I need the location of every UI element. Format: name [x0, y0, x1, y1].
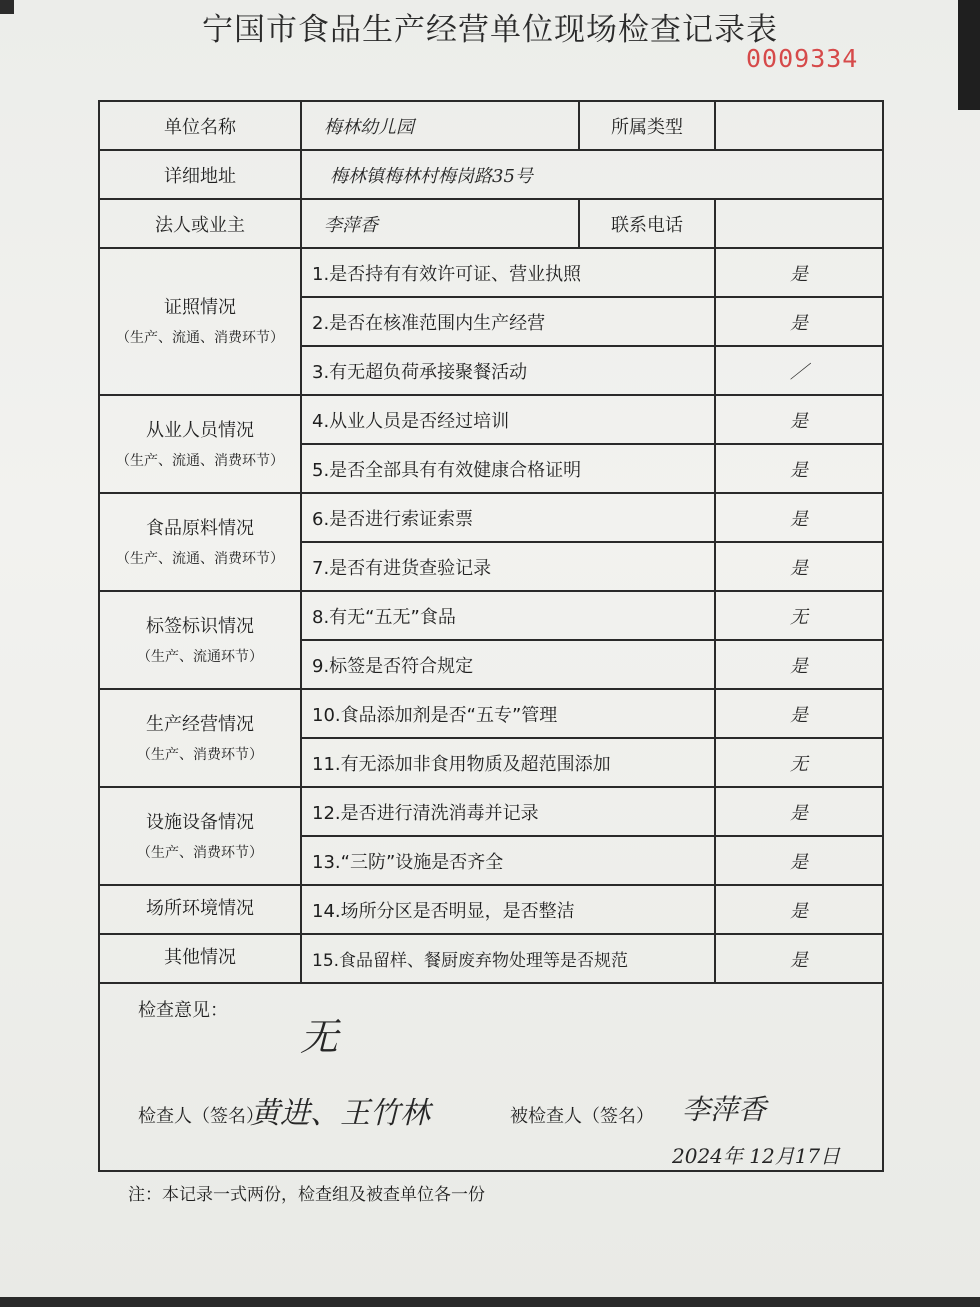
item-row — [99, 934, 883, 983]
serial-number: 0009334 — [746, 44, 859, 73]
item-row — [99, 248, 883, 297]
opinion-label: 检查意见： — [138, 1000, 228, 1021]
row-owner — [99, 199, 883, 248]
inspectee-label: 被检查人（签名） — [510, 1106, 654, 1127]
item-answer: 无 — [715, 591, 883, 640]
item-answer: 是 — [715, 297, 883, 346]
item-question: 13.“三防”设施是否齐全 — [301, 836, 715, 885]
item-answer: 是 — [715, 542, 883, 591]
item-question: 3.有无超负荷承接聚餐活动 — [301, 346, 715, 395]
category-name: 从业人员情况 — [146, 419, 254, 441]
item-row — [99, 787, 883, 836]
row-opinion — [99, 983, 883, 1171]
category-cell — [99, 493, 301, 591]
item-answer: 是 — [715, 395, 883, 444]
item-row — [99, 591, 883, 640]
item-question: 4.从业人员是否经过培训 — [301, 395, 715, 444]
category-scope: （生产、流通、消费环节） — [116, 550, 284, 567]
owner-label: 法人或业主 — [99, 199, 301, 248]
item-question: 10.食品添加剂是否“五专”管理 — [301, 689, 715, 738]
category-name: 场所环境情况 — [146, 898, 254, 920]
category-name: 设施设备情况 — [146, 811, 254, 833]
inspection-table — [98, 100, 884, 1172]
address-value: 梅林镇梅林村梅岗路35号 — [301, 150, 883, 199]
category-name: 食品原料情况 — [146, 517, 254, 539]
category-cell — [99, 787, 301, 885]
item-question: 14.场所分区是否明显，是否整洁 — [301, 885, 715, 934]
footnote: 注：本记录一式两份，检查组及被查单位各一份 — [128, 1185, 485, 1205]
category-cell — [99, 885, 301, 934]
item-row — [99, 395, 883, 444]
type-value — [715, 101, 883, 150]
unit-name-label: 单位名称 — [99, 101, 301, 150]
category-cell — [99, 395, 301, 493]
type-label: 所属类型 — [579, 101, 715, 150]
item-row — [99, 689, 883, 738]
item-answer: 是 — [715, 885, 883, 934]
phone-label: 联系电话 — [579, 199, 715, 248]
category-name: 其他情况 — [164, 947, 236, 969]
item-question: 12.是否进行清洗消毒并记录 — [301, 787, 715, 836]
item-question: 9.标签是否符合规定 — [301, 640, 715, 689]
item-question: 15.食品留样、餐厨废弃物处理等是否规范 — [301, 934, 715, 983]
item-question: 7.是否有进货查验记录 — [301, 542, 715, 591]
item-question: 6.是否进行索证索票 — [301, 493, 715, 542]
item-answer: ／ — [715, 346, 883, 395]
category-scope: （生产、消费环节） — [137, 844, 263, 861]
category-scope: （生产、流通、消费环节） — [116, 330, 284, 347]
form-title: 宁国市食品生产经营单位现场检查记录表 — [202, 12, 778, 48]
row-unit-name — [99, 101, 883, 150]
category-scope: （生产、流通环节） — [137, 648, 263, 665]
inspection-date: 2024年 12月17日 — [672, 1144, 841, 1168]
item-question: 11.有无添加非食用物质及超范围添加 — [301, 738, 715, 787]
item-question: 5.是否全部具有有效健康合格证明 — [301, 444, 715, 493]
item-question: 2.是否在核准范围内生产经营 — [301, 297, 715, 346]
category-cell — [99, 591, 301, 689]
category-cell — [99, 934, 301, 983]
item-question: 1.是否持有有效许可证、营业执照 — [301, 248, 715, 297]
inspector-label: 检查人（签名） — [138, 1106, 264, 1127]
address-label: 详细地址 — [99, 150, 301, 199]
category-name: 生产经营情况 — [146, 713, 254, 735]
item-answer: 无 — [715, 738, 883, 787]
item-answer: 是 — [715, 493, 883, 542]
row-address — [99, 150, 883, 199]
inspectee-signature: 李萍香 — [682, 1093, 767, 1126]
category-cell — [99, 248, 301, 395]
inspector-signature: 黄进、王竹林 — [250, 1096, 430, 1131]
item-answer: 是 — [715, 787, 883, 836]
category-scope: （生产、消费环节） — [137, 746, 263, 763]
bottom-shadow — [0, 1297, 980, 1307]
unit-name-value: 梅林幼儿园 — [301, 101, 579, 150]
opinion-cell — [99, 983, 883, 1171]
category-name: 标签标识情况 — [146, 615, 254, 637]
item-answer: 是 — [715, 689, 883, 738]
item-answer: 是 — [715, 934, 883, 983]
item-answer: 是 — [715, 640, 883, 689]
item-row — [99, 885, 883, 934]
category-cell — [99, 689, 301, 787]
owner-value: 李萍香 — [301, 199, 579, 248]
phone-value — [715, 199, 883, 248]
opinion-value: 无 — [300, 1015, 339, 1059]
item-row — [99, 493, 883, 542]
category-name: 证照情况 — [164, 297, 236, 319]
item-question: 8.有无“五无”食品 — [301, 591, 715, 640]
item-answer: 是 — [715, 836, 883, 885]
item-answer: 是 — [715, 248, 883, 297]
category-scope: （生产、流通、消费环节） — [116, 452, 284, 469]
item-answer: 是 — [715, 444, 883, 493]
